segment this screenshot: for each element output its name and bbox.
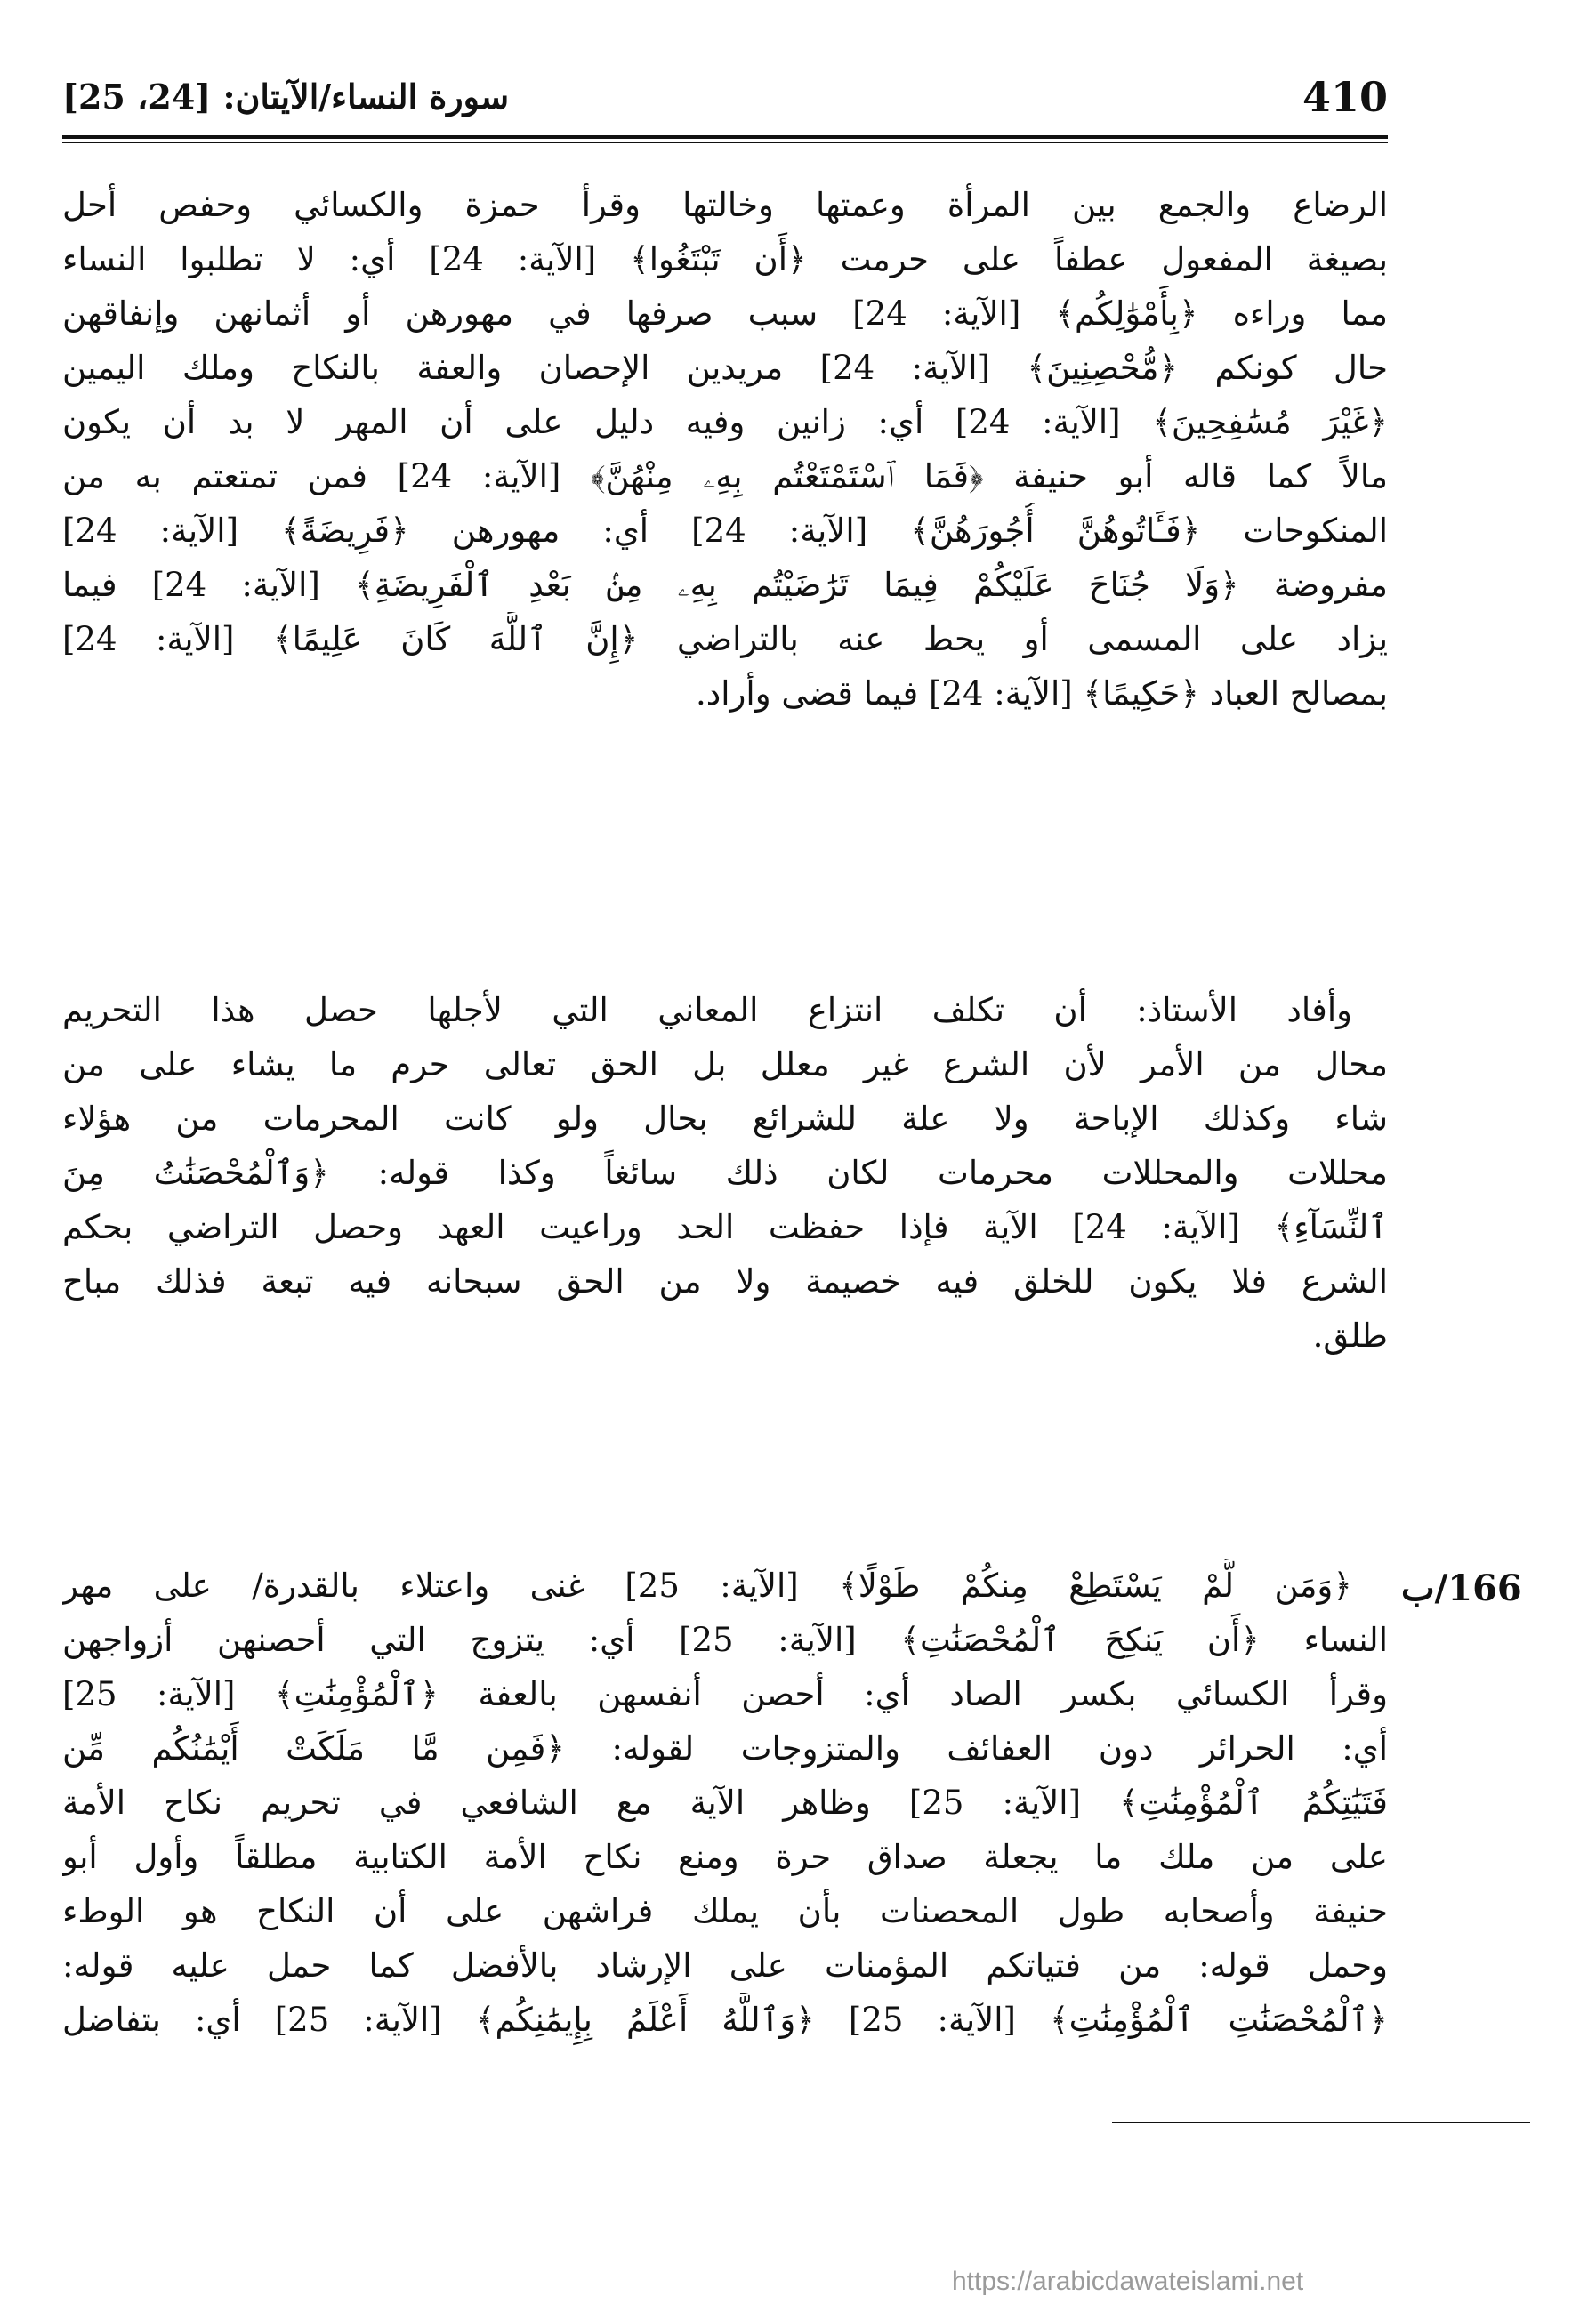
paragraph-ustadh-benefit — [62, 983, 1388, 1363]
text-line: على من ملك ما يجعلة صداق حرة ومنع نكاح الأمة الكتابية مطلقاً وأول أبو — [62, 1838, 1388, 1876]
text-line: وأفاد الأستاذ: أن تكلف انتزاع المعاني التي لأجلها حصل هذا التحريم — [62, 991, 1352, 1029]
text-line: بمصالح العباد ﴿حَكِيمًا﴾ [الآية: 24] فيما قضى وأراد. — [696, 674, 1388, 713]
text-line: النساء ﴿أَن يَنكِحَ ٱلْمُحْصَنَٰتِ﴾ [الآية: 25] أي: يتزوج التي أحصنهن أزواجهن — [62, 1621, 1388, 1659]
text-line: حنيفة وأصحابه طول المحصنات بأن يملك فراشهن على أن النكاح هو الوطء — [62, 1892, 1388, 1930]
text-line: وحمل قوله: من فتياتكم المؤمنات على الإرشاد بالأفضل كما حمل عليه قوله: — [62, 1946, 1388, 1985]
page-header — [62, 73, 1388, 135]
text-line: الرضاع والجمع بين المرأة وعمتها وخالتها وقرأ حمزة والكسائي وحفص أحل — [62, 186, 1388, 224]
manuscript-folio-marker: 166/ب — [1401, 1567, 1522, 1609]
text-line: أي: الحرائر دون العفائف والمتزوجات لقوله: ﴿فَمِن مَّا مَلَكَتْ أَيْمَٰنُكُم مِّن — [62, 1729, 1388, 1768]
text-line: شاء وكذلك الإباحة ولا علة للشرائع بحال ولو كانت المحرمات من هؤلاء — [62, 1100, 1388, 1138]
text-line: وقرأ الكسائي بكسر الصاد أي: أحصن أنفسهن بالعفة ﴿ٱلْمُؤْمِنَٰتِ﴾ [الآية: 25] — [62, 1675, 1388, 1713]
text-line: ﴿ٱلْمُحْصَنَٰتِ ٱلْمُؤْمِنَٰتِ﴾ [الآية: 25] ﴿وَٱللَّهُ أَعْلَمُ بِإِيمَٰنِكُم﴾ [الآية: 25] أي: بتفاضل — [62, 2001, 1388, 2039]
footnote-separator-rule — [1112, 2122, 1530, 2123]
header-rule-thick — [62, 135, 1388, 139]
text-line: المنكوحات ﴿فَـَٔاتُوهُنَّ أُجُورَهُنَّ﴾ [الآية: 24] أي: مهورهن ﴿فَرِيضَةً﴾ [الآية: 24] — [62, 512, 1388, 550]
paragraph-tafsir-verse-25 — [62, 1559, 1388, 2047]
text-line: مالاً كما قاله أبو حنيفة ﴿فَمَا ٱسْتَمْتَعْتُم بِهِۦ مِنْهُنَّ﴾ [الآية: 24] فمن تمتعتم به من — [62, 457, 1388, 495]
text-line: الشرع فلا يكون للخلق فيه خصيمة ولا من الحق سبحانه فيه تبعة فذلك مباح — [62, 1262, 1388, 1301]
text-line: محللات والمحللات محرمات لكان ذلك سائغاً وكذا قوله: ﴿وَٱلْمُحْصَنَٰتُ مِنَ — [62, 1154, 1388, 1192]
text-line: يزاد على المسمى أو يحط عنه بالتراضي ﴿إِنَّ ٱللَّهَ كَانَ عَلِيمًا﴾ [الآية: 24] — [62, 620, 1388, 658]
page-number: 410 — [1302, 73, 1388, 121]
text-line: ﴿غَيْرَ مُسَٰفِحِينَ﴾ [الآية: 24] أي: زانين وفيه دليل على أن المهر لا بد أن يكون — [62, 403, 1388, 441]
text-line: طلق. — [1312, 1317, 1388, 1355]
watermark-url: https://arabicdawateislami.net — [952, 2267, 1304, 2296]
paragraph-tafsir-verse-24 — [62, 178, 1388, 721]
text-line: محال من الأمر لأن الشرع غير معلل بل الحق تعالى حرم ما يشاء على من — [62, 1045, 1388, 1083]
text-line: فَتَيَٰتِكُمُ ٱلْمُؤْمِنَٰتِ﴾ [الآية: 25] وظاهر الآية مع الشافعي في تحريم نكاح الأمة — [62, 1784, 1388, 1822]
text-line: بصيغة المفعول عطفاً على حرمت ﴿أَن تَبْتَغُوا﴾ [الآية: 24] أي: لا تطلبوا النساء — [62, 240, 1388, 278]
text-line: مما وراءه ﴿بِأَمْوَٰلِكُم﴾ [الآية: 24] سبب صرفها في مهورهن أو أثمانهن وإنفاقهن — [62, 294, 1388, 333]
text-line: ٱلنِّسَآءِ﴾ [الآية: 24] الآية فإذا حفظت الحد وراعيت العهد وحصل التراضي بحكم — [62, 1208, 1388, 1246]
text-line: ﴿وَمَن لَّمْ يَسْتَطِعْ مِنكُمْ طَوْلًا﴾ [الآية: 25] غنى واعتلاء بالقدرة/ على مهر — [62, 1567, 1352, 1605]
header-rule-thin — [62, 142, 1388, 143]
text-line: مفروضة ﴿وَلَا جُنَاحَ عَلَيْكُمْ فِيمَا تَرَٰضَيْتُم بِهِۦ مِنۢ بَعْدِ ٱلْفَرِيضَةِ﴾ [الآية: 24] فيما — [62, 566, 1388, 604]
text-line: حال كونكم ﴿مُّحْصِنِينَ﴾ [الآية: 24] مريدين الإحصان والعفة بالنكاح وملك اليمين — [62, 349, 1388, 387]
running-title: سورة النساء/الآيتان: [24، 25] — [62, 77, 510, 117]
